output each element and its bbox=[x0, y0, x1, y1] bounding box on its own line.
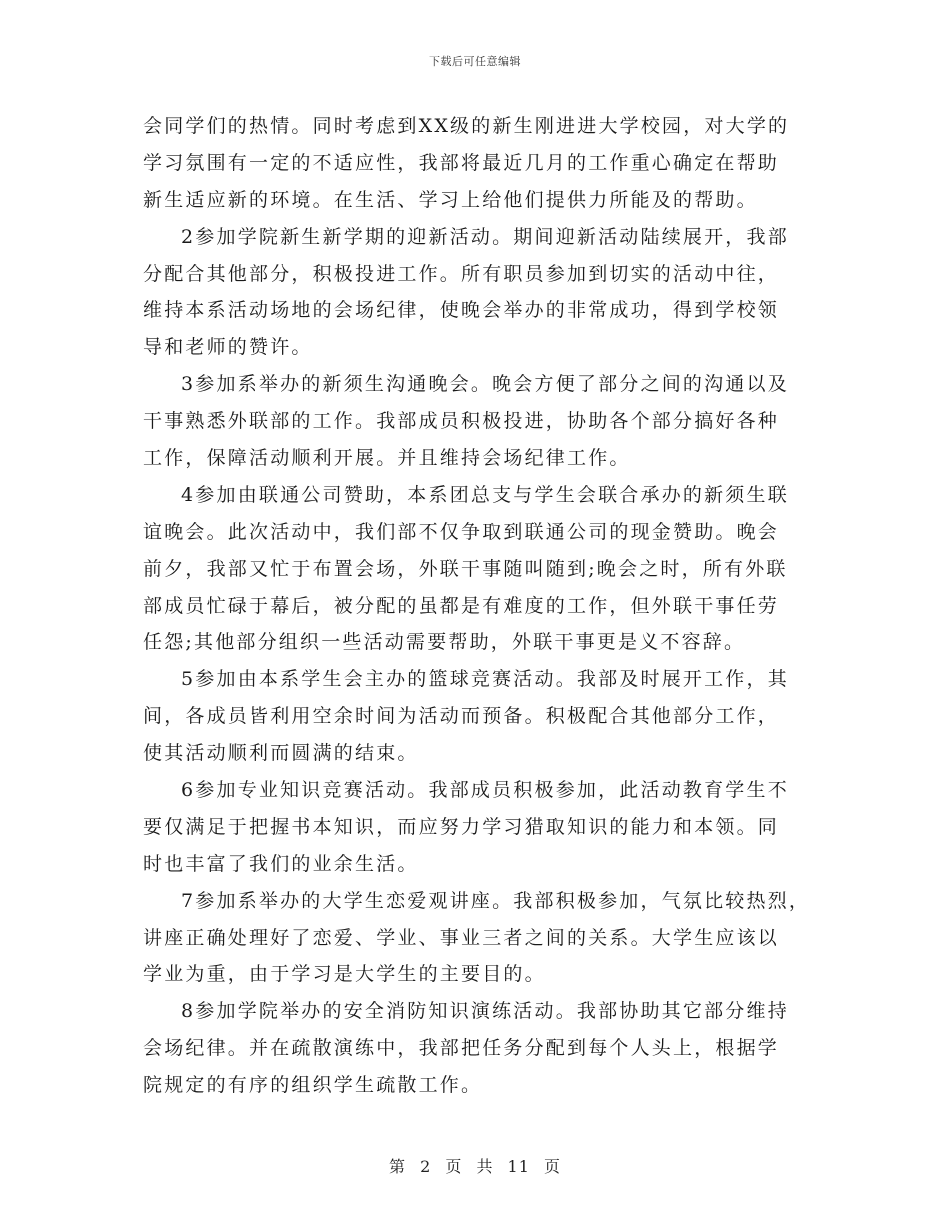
text-line: 讲座正确处理好了恋爱、学业、事业三者之间的关系。大学生应该以 bbox=[143, 926, 780, 949]
paragraph-start-line: 3参加系举办的新须生沟通晚会。晚会方便了部分之间的沟通以及 bbox=[181, 373, 789, 396]
text-line: 任怨;其他部分组织一些活动需要帮助，外联干事更是义不容辞。 bbox=[143, 631, 746, 654]
text-line: 时也丰富了我们的业余生活。 bbox=[143, 852, 419, 875]
text-line: 间，各成员皆利用空余时间为活动而预备。积极配合其他部分工作， bbox=[143, 705, 780, 728]
text-line: 院规定的有序的组织学生疏散工作。 bbox=[143, 1074, 483, 1097]
text-line: 干事熟悉外联部的工作。我部成员积极投进，协助各个部分搞好各种 bbox=[143, 410, 780, 433]
paragraph-start-line: 2参加学院新生新学期的迎新活动。期间迎新活动陆续展开，我部 bbox=[181, 225, 789, 248]
text-line: 会同学们的热情。同时考虑到XX级的新生刚进进大学校园，对大学的 bbox=[143, 115, 790, 137]
text-line: 谊晚会。此次活动中，我们部不仅争取到联通公司的现金赞助。晚会 bbox=[143, 520, 780, 543]
text-line: 要仅满足于把握书本知识，而应努力学习猎取知识的能力和本领。同 bbox=[143, 815, 780, 838]
text-line: 使其活动顺利而圆满的结束。 bbox=[143, 742, 419, 765]
text-line: 分配合其他部分，积极投进工作。所有职员参加到切实的活动中往， bbox=[143, 262, 780, 285]
text-line: 导和老师的赞许。 bbox=[143, 336, 313, 359]
text-line: 部成员忙碌于幕后，被分配的虽都是有难度的工作，但外联干事任劳 bbox=[143, 594, 780, 617]
text-line: 新生适应新的环境。在生活、学习上给他们提供力所能及的帮助。 bbox=[143, 188, 758, 211]
paragraph-start-line: 7参加系举办的大学生恋爱观讲座。我部积极参加，气氛比较热烈， bbox=[181, 889, 811, 912]
paragraph-start-line: 5参加由本系学生会主办的篮球竞赛活动。我部及时展开工作，其 bbox=[181, 668, 789, 691]
page-header: 下载后可任意编辑 bbox=[429, 55, 521, 68]
text-line: 前夕，我部又忙于布置会场，外联干事随叫随到;晚会之时，所有外联 bbox=[143, 557, 788, 580]
text-line: 会场纪律。并在疏散演练中，我部把任务分配到每个人头上，根据学 bbox=[143, 1037, 780, 1060]
text-line: 学业为重，由于学习是大学生的主要目的。 bbox=[143, 963, 546, 986]
text-line: 工作，保障活动顺利开展。并且维持会场纪律工作。 bbox=[143, 447, 631, 470]
paragraph-start-line: 8参加学院举办的安全消防知识演练活动。我部协助其它部分维持 bbox=[181, 1000, 789, 1023]
paragraph-start-line: 4参加由联通公司赞助，本系团总支与学生会联合承办的新须生联 bbox=[181, 483, 789, 506]
text-line: 学习氛围有一定的不适应性，我部将最近几月的工作重心确定在帮助 bbox=[143, 151, 780, 174]
text-line: 维持本系活动场地的会场纪律，使晚会举办的非常成功，得到学校领 bbox=[143, 299, 780, 322]
document-body bbox=[143, 108, 823, 1104]
page-number-footer: 第 2 页 共 11 页 bbox=[389, 1157, 561, 1176]
paragraph-start-line: 6参加专业知识竞赛活动。我部成员积极参加，此活动教育学生不 bbox=[181, 779, 789, 802]
